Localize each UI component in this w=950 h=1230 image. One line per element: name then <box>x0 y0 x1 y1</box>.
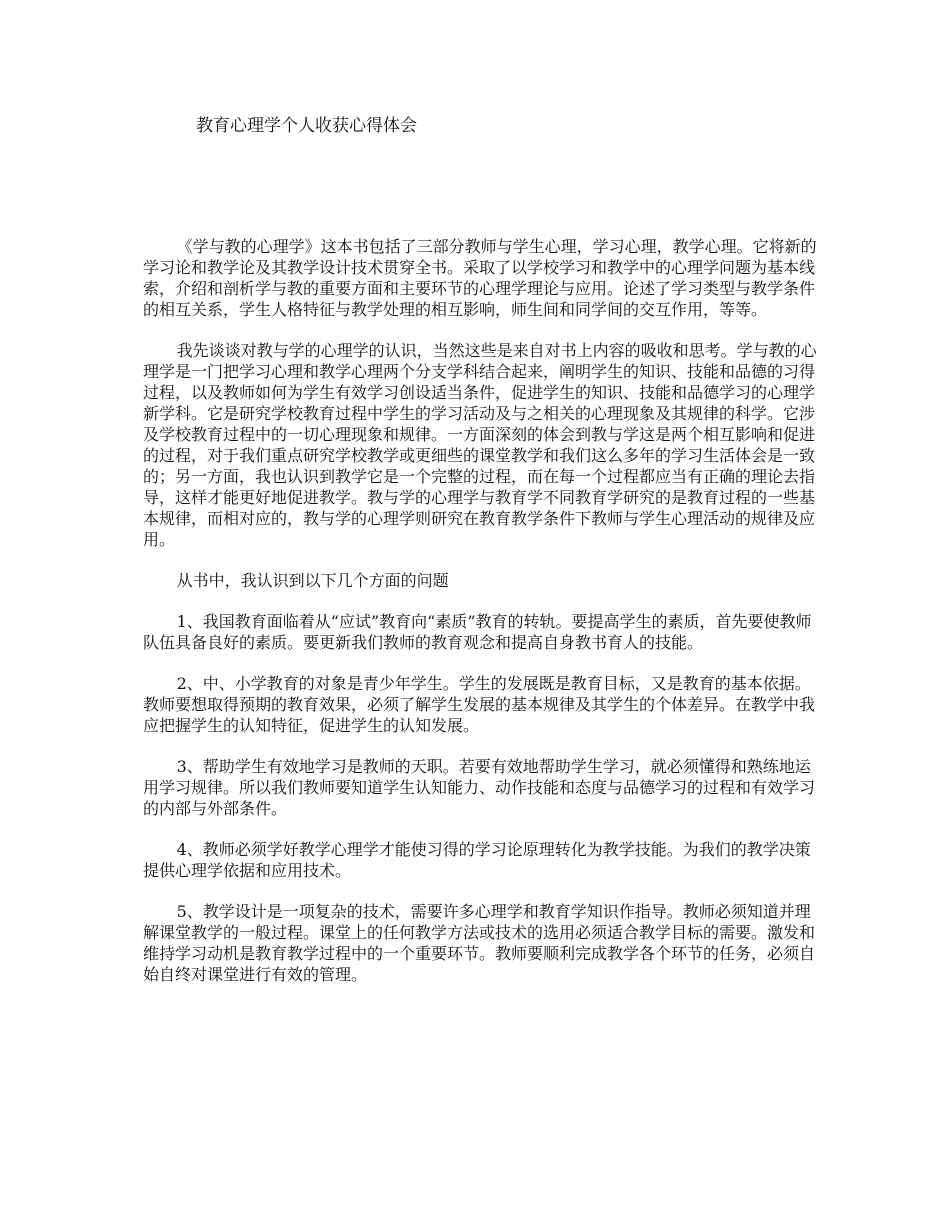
paragraph-point-4: 4、教师必须学好教学心理学才能使习得的学习论原理转化为教学技能。为我们的教学决策提供心理学依据和应用技术。 <box>143 840 811 880</box>
paragraph-point-3: 3、帮助学生有效地学习是教师的天职。若要有效地帮助学生学习，就必须懂得和熟练地运用学习规律。所以我们教师要知道学生认知能力、动作技能和态度与品德学习的过程和有效学习的内部与外部条件。 <box>143 757 816 818</box>
paragraph-point-1: 1、我国教育面临着从“应试”教育向“素质”教育的转轨。要提高学生的素质，首先要使教师队伍具备良好的素质。要更新我们教师的教育观念和提高自身教书育人的技能。 <box>143 612 812 652</box>
paragraph-understanding: 我先谈谈对教与学的心理学的认识，当然这些是来自对书上内容的吸收和思考。学与教的心理学是一门把学习心理和教学心理两个分支学科结合起来，阐明学生的知识、技能和品德的习得过程，以及教师如何为学生有效学习创设适当条件，促进学生的知识、技能和品德学习的心理学新学科。它是研究学校教育过程中学生的学习活动及与之相关的心理现象及其规律的科学。它涉及学校教育过程中的一切心理现象和规律。一方面深刻的体会到教与学这是两个相互影响和促进的过程，对于我们重点研究学校教学或更细些的课堂教学和我们这么多年的学习生活体会是一致的；另一方面，我也认识到教学它是一个完整的过程，而在每一个过程都应当有正确的理论去指导，这样才能更好地促进教学。教与学的心理学与教育学不同教育学研究的是教育过程的一些基本规律，而相对应的，教与学的心理学则研究在教育教学条件下教师与学生心理活动的规律及应用。 <box>143 341 817 549</box>
paragraph-point-5: 5、教学设计是一项复杂的技术，需要许多心理学和教育学知识作指导。教师必须知道并理解课堂教学的一般过程。课堂上的任何教学方法或技术的选用必须适合教学目标的需要。激发和维持学习动机是教育教学过程中的一个重要环节。教师要顺利完成教学各个环节的任务，必须自始自终对课堂进行有效的管理。 <box>143 902 816 984</box>
document-title: 教育心理学个人收获心得体会 <box>196 116 417 136</box>
document-body <box>143 236 823 985</box>
paragraph-book-intro: 《学与教的心理学》这本书包括了三部分教师与学生心理，学习心理，教学心理。它将新的学习论和教学论及其教学设计技术贯穿全书。采取了以学校学习和教学中的心理学问题为基本线索，介绍和剖析学与教的重要方面和主要环节的心理学理论与应用。论述了学习类型与教学条件的相互关系，学生人格特征与教学处理的相互影响，师生间和同学间的交互作用，等等。 <box>143 237 817 319</box>
paragraph-issues-heading: 从书中，我认识到以下几个方面的问题 <box>176 571 449 590</box>
paragraph-point-2: 2、中、小学教育的对象是青少年学生。学生的发展既是教育目标，又是教育的基本依据。教师要想取得预期的教育效果，必须了解学生发展的基本规律及其学生的个体差异。在教学中我应把握学生的认知特征，促进学生的认知发展。 <box>143 674 816 735</box>
